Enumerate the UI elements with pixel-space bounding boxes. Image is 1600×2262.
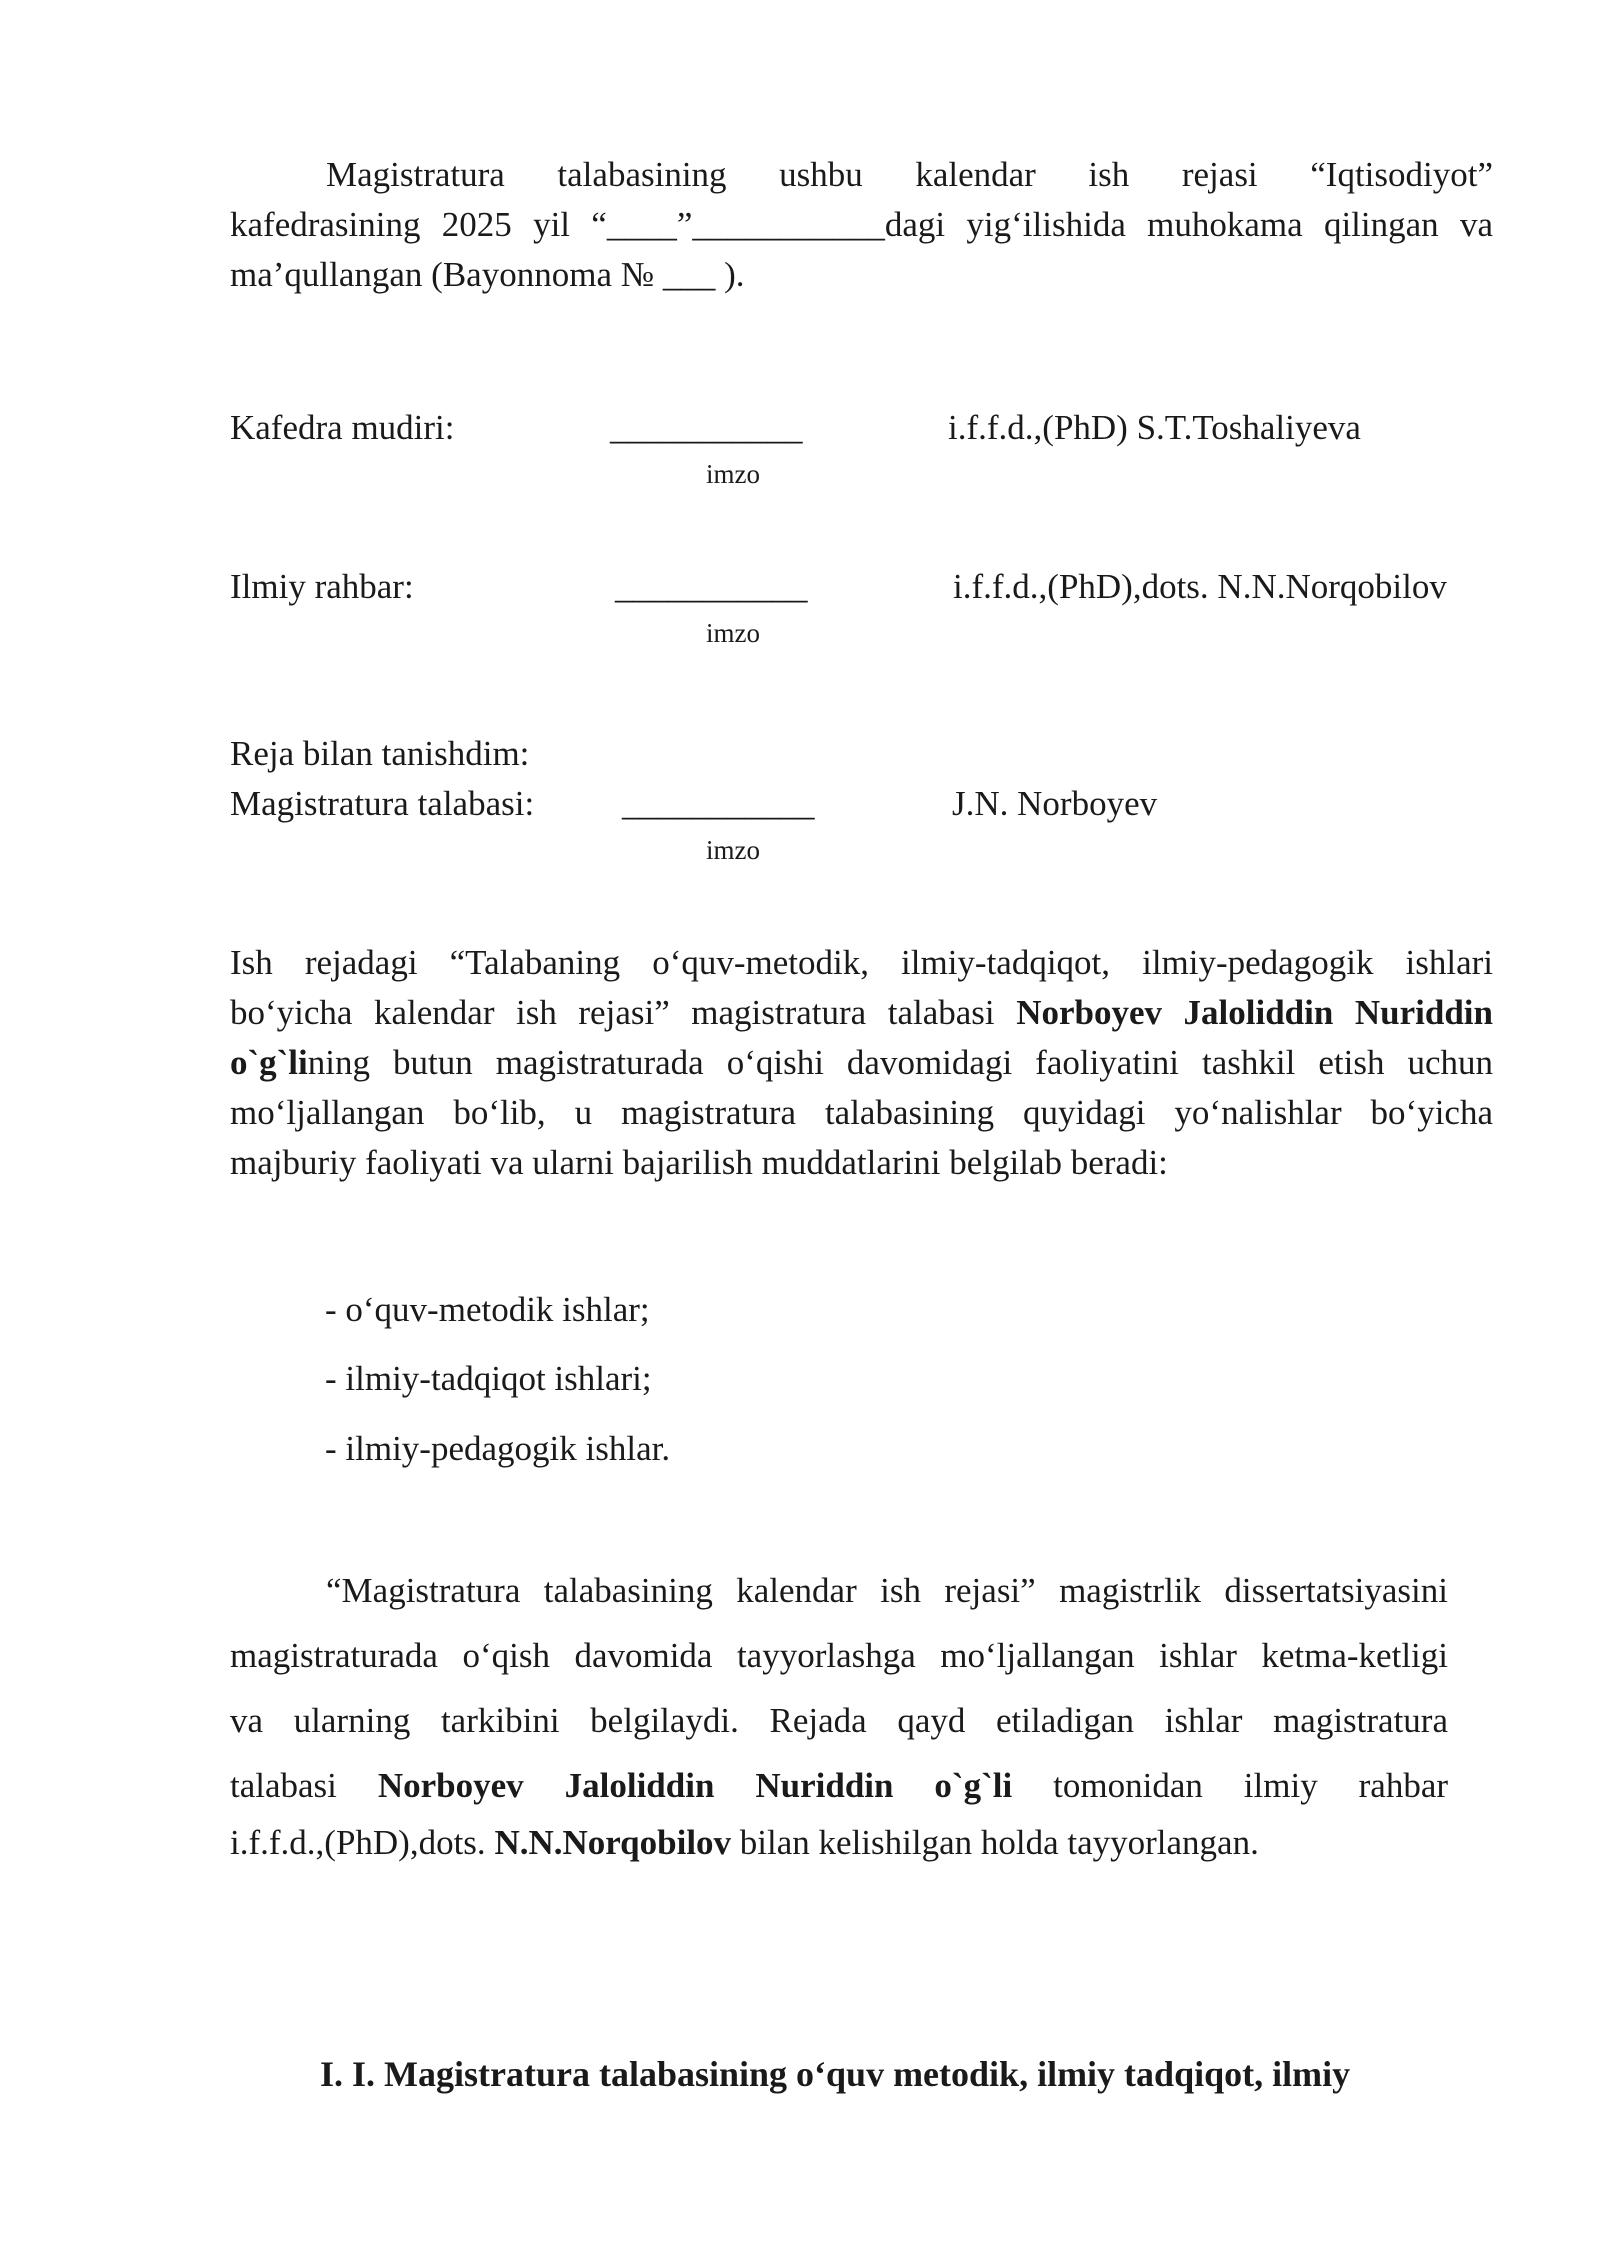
plan-line-4-start: talabasi <box>230 1766 337 1805</box>
purpose-line-3 <box>230 1038 1493 1088</box>
purpose-line-4: mo‘ljallangan bo‘lib, u magistratura talabasining quyidagi yo‘nalishlar bo‘yicha <box>230 1093 1493 1132</box>
student-signature-line: ___________ <box>622 784 815 823</box>
student-name: J.N. Norboyev <box>952 784 1158 823</box>
list-item: - o‘quv-metodik ishlar; <box>325 1290 650 1329</box>
student-label: Magistratura talabasi: <box>230 784 535 823</box>
plan-line-2: magistraturada o‘qish davomida tayyorlashga mo‘ljallangan ishlar ketma-ketligi <box>230 1636 1448 1675</box>
plan-supervisor-name: N.N.Norqobilov <box>494 1823 732 1862</box>
approval-line-2: kafedrasining 2025 yil “____”___________dagi yig‘ilishida muhokama qilingan va <box>230 205 1493 244</box>
student-name-suffix: o`g`li <box>230 1043 308 1082</box>
supervisor-name: i.f.f.d.,(PhD),dots. N.N.Norqobilov <box>953 567 1447 606</box>
plan-paragraph <box>230 1558 1448 1868</box>
student-signature-caption: imzo <box>706 835 760 865</box>
head-signature-line: ___________ <box>610 408 803 447</box>
purpose-line-2-text: bo‘yicha kalendar ish rejasi” magistratura talabasi <box>230 993 995 1032</box>
purpose-line-1: Ish rejadagi “Talabaning o‘quv-metodik, ilmiy-tadqiqot, ilmiy-pedagogik ishlari <box>230 943 1493 982</box>
head-signature-caption: imzo <box>706 459 760 489</box>
plan-line-5-start: i.f.f.d.,(PhD),dots. <box>230 1823 486 1862</box>
approval-line-1: Magistratura talabasining ushbu kalendar ish rejasi “Iqtisodiyot” <box>326 155 1493 194</box>
plan-line-5 <box>230 1818 1448 1868</box>
plan-line-3: va ularning tarkibini belgilaydi. Rejada qayd etiladigan ishlar magistratura <box>230 1701 1448 1740</box>
student-full-name: Norboyev Jaloliddin Nuriddin <box>1016 993 1493 1032</box>
list-item: - ilmiy-pedagogik ishlar. <box>325 1429 671 1468</box>
purpose-line-3-text: ning butun magistraturada o‘qishi davomidagi faoliyatini tashkil etish uchun <box>307 1043 1493 1082</box>
plan-line-1: “Magistratura talabasining kalendar ish rejasi” magistrlik dissertatsiyasini <box>326 1571 1448 1610</box>
plan-line-4 <box>230 1753 1448 1818</box>
approval-paragraph <box>230 150 1493 300</box>
head-name: i.f.f.d.,(PhD) S.T.Toshaliyeva <box>948 408 1361 447</box>
head-label: Kafedra mudiri: <box>230 408 455 447</box>
purpose-paragraph <box>230 938 1493 1188</box>
plan-student-name: Norboyev Jaloliddin Nuriddin o`g`li <box>377 1766 1013 1805</box>
purpose-line-5: majburiy faoliyati va ularni bajarilish muddatlarini belgilab beradi: <box>230 1143 1168 1182</box>
plan-line-5-end: bilan kelishilgan holda tayyorlangan. <box>739 1823 1259 1862</box>
approval-line-3: ma’qullangan (Bayonnoma № ___ ). <box>230 255 745 294</box>
supervisor-signature-line: ___________ <box>615 567 808 606</box>
supervisor-signature-caption: imzo <box>706 618 760 648</box>
section-heading: I. I. Magistratura talabasining o‘quv metodik, ilmiy tadqiqot, ilmiy <box>320 2054 1351 2094</box>
plan-line-4-end: tomonidan ilmiy rahbar <box>1053 1766 1449 1805</box>
list-item: - ilmiy-tadqiqot ishlari; <box>325 1359 652 1398</box>
supervisor-label: Ilmiy rahbar: <box>230 567 414 606</box>
purpose-line-2 <box>230 988 1493 1038</box>
student-intro: Reja bilan tanishdim: <box>230 734 530 773</box>
